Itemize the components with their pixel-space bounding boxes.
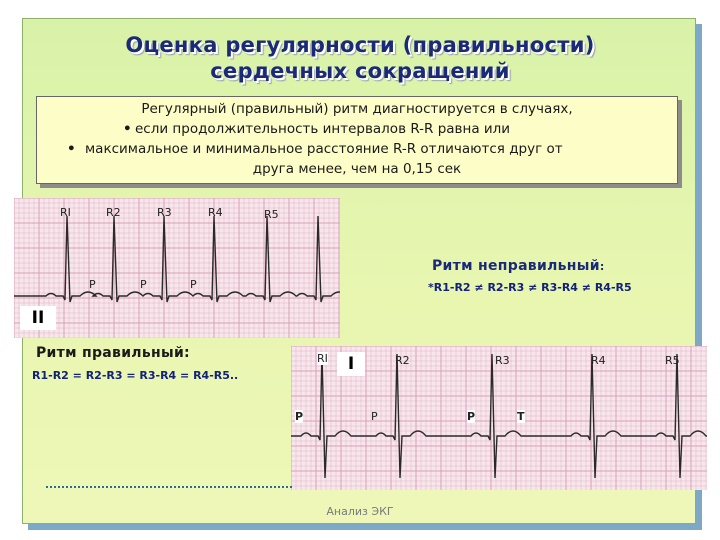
info-bullet-2 [37, 139, 677, 159]
p-label-2: P [140, 278, 147, 291]
slide-title [0, 32, 720, 84]
info-bullet-1 [37, 119, 677, 139]
bullet-dot: • [123, 121, 132, 137]
r-label-3: R3 [495, 354, 510, 367]
r-label-5: R5 [665, 354, 680, 367]
p-label-3: P [190, 278, 197, 291]
dotted-divider [46, 486, 292, 488]
t-label: T [517, 410, 525, 423]
irregular-rhythm-heading [432, 258, 605, 274]
info-box [36, 96, 678, 184]
info-bullet-1-text: если продолжительность интервалов R-R равна или [135, 121, 511, 137]
p-label-1: P [89, 278, 96, 291]
ecg-strip-regular [14, 198, 340, 338]
r-label-5: R5 [264, 208, 279, 221]
r-label-2: R2 [106, 206, 121, 219]
p-label-3: P [467, 410, 476, 423]
irregular-rhythm-formula: *R1-R2 ≠ R2-R3 ≠ R3-R4 ≠ R4-R5 [428, 281, 632, 294]
slide-footer: Анализ ЭКГ [326, 505, 394, 518]
regular-rhythm-formula: R1-R2 = R2-R3 = R3-R4 = R4-R5.. [32, 369, 239, 382]
p-label-1: P [295, 410, 304, 423]
p-label-2: P [371, 410, 378, 423]
r-label-4: R4 [591, 354, 606, 367]
regular-rhythm-heading: Ритм правильный: [36, 345, 190, 361]
irregular-rhythm-colon: : [599, 260, 605, 273]
lead-label-ii: II [20, 306, 56, 330]
title-line-1: Оценка регулярности (правильности) [125, 33, 595, 57]
info-intro: Регулярный (правильный) ритм диагностируется в случаях, [141, 101, 573, 117]
title-line-2: сердечных сокращений [210, 59, 510, 83]
lead-label-i: I [337, 352, 365, 376]
r-label-1: RI [60, 206, 71, 219]
info-continuation: друга менее, чем на 0,15 сек [252, 161, 462, 177]
irregular-rhythm-heading-text: Ритм неправильный [432, 258, 600, 274]
bullet-dot: • [67, 141, 76, 157]
ecg-trace-regular [14, 198, 340, 338]
r-label-4: R4 [208, 206, 223, 219]
r-label-1: RI [317, 352, 328, 365]
ecg-strip-irregular [291, 346, 707, 490]
info-bullet-2-text: максимальное и минимальное расстояние R-R отличаются друг от [85, 141, 563, 157]
r-label-2: R2 [395, 354, 410, 367]
r-label-3: R3 [157, 206, 172, 219]
